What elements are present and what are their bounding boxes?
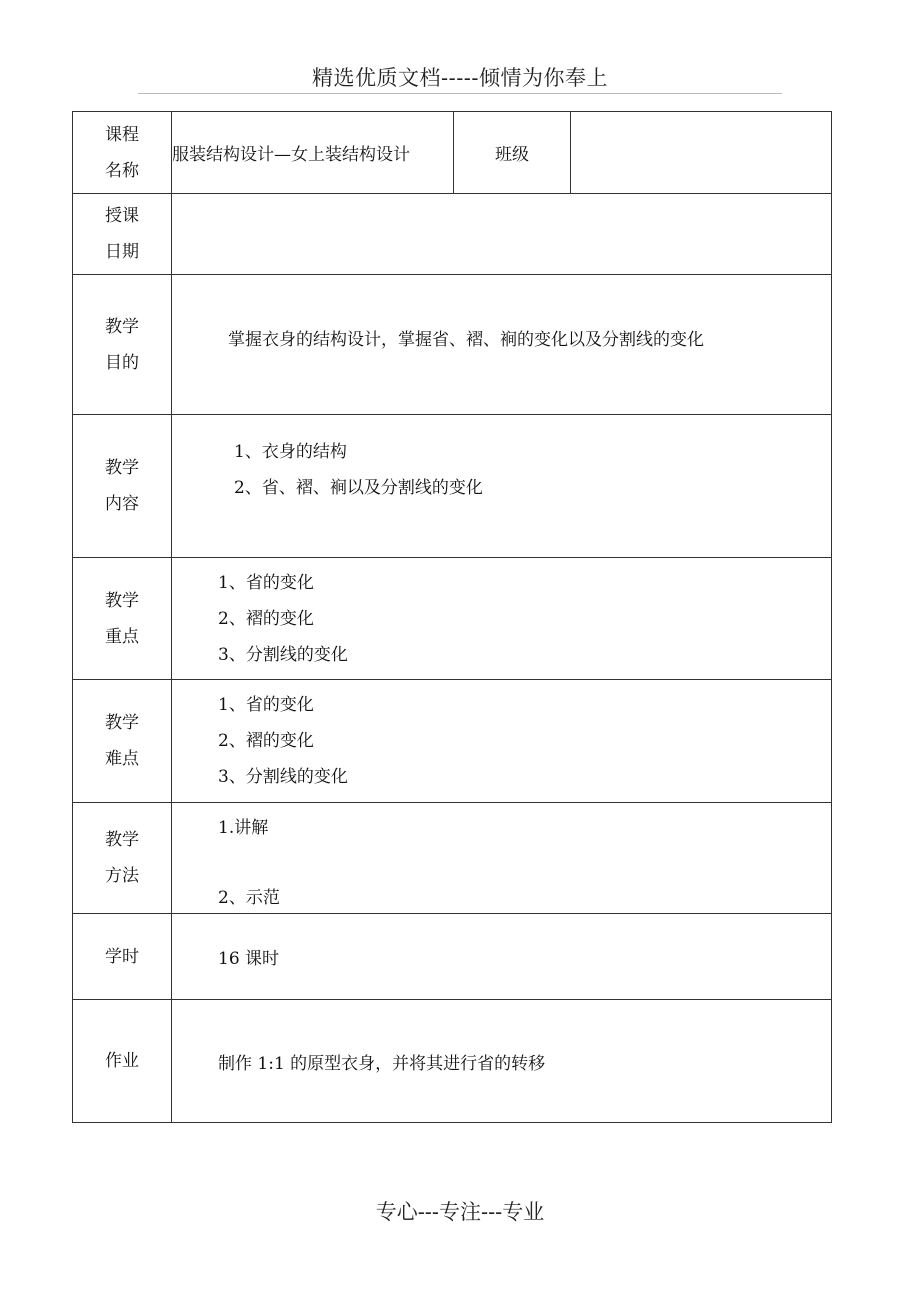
hours-value: [172, 914, 832, 1000]
page-footer: 专心---专注---专业: [375, 1200, 545, 1224]
goal-value: [172, 275, 832, 415]
label-date: 授课日期: [73, 194, 172, 275]
course-name-value: 服装结构设计—女上装结构设计: [172, 112, 454, 194]
list-item: 1.讲解: [218, 818, 269, 838]
list-item: 3、分割线的变化: [218, 644, 348, 665]
list-item: 3、分割线的变化: [218, 767, 348, 787]
difficulties-list: [172, 687, 831, 795]
key-points-value: [172, 558, 832, 680]
row-date: [73, 194, 832, 275]
homework-value: [172, 1000, 832, 1123]
row-hours: [73, 914, 832, 1000]
methods-value: [172, 803, 832, 914]
header-divider: [138, 93, 782, 94]
page-header: 精选优质文档-----倾情为你奉上: [312, 66, 608, 90]
label-key-points: 教学重点: [73, 558, 172, 680]
row-content: [73, 415, 832, 558]
label-homework: 作业: [73, 1000, 172, 1123]
difficulties-value: [172, 680, 832, 803]
content-value: [172, 415, 832, 558]
label-hours: 学时: [73, 914, 172, 1000]
label-class: 班级: [454, 112, 571, 194]
list-item: 2、省、褶、裥以及分割线的变化: [234, 478, 483, 498]
key-points-list: [172, 565, 831, 673]
row-methods: [73, 803, 832, 914]
list-item: 2、褶的变化: [218, 608, 314, 629]
label-methods: 教学方法: [73, 803, 172, 914]
class-value: [571, 112, 832, 194]
content-list: [172, 434, 831, 506]
row-key-points: [73, 558, 832, 680]
label-goal: 教学目的: [73, 275, 172, 415]
label-course-name: 课程名称: [73, 112, 172, 194]
course-plan-table: [72, 111, 832, 1123]
label-content: 教学内容: [73, 415, 172, 558]
row-difficulties: [73, 680, 832, 803]
list-item: 2、褶的变化: [218, 731, 314, 751]
homework-text: 制作 1:1 的原型衣身，并将其进行省的转移: [218, 1053, 546, 1074]
hours-text: 16 课时: [218, 949, 280, 969]
row-goal: [73, 275, 832, 415]
date-value: [172, 194, 832, 275]
list-item: 2、示范: [218, 888, 280, 908]
row-homework: [73, 1000, 832, 1123]
list-item: 1、省的变化: [218, 572, 314, 593]
label-difficulties: 教学难点: [73, 680, 172, 803]
methods-list: [172, 803, 831, 913]
list-item: 1、省的变化: [218, 695, 314, 715]
list-item: 1、衣身的结构: [234, 442, 347, 462]
row-course-name: [73, 112, 832, 194]
goal-text: 掌握衣身的结构设计，掌握省、褶、裥的变化以及分割线的变化: [228, 330, 704, 350]
